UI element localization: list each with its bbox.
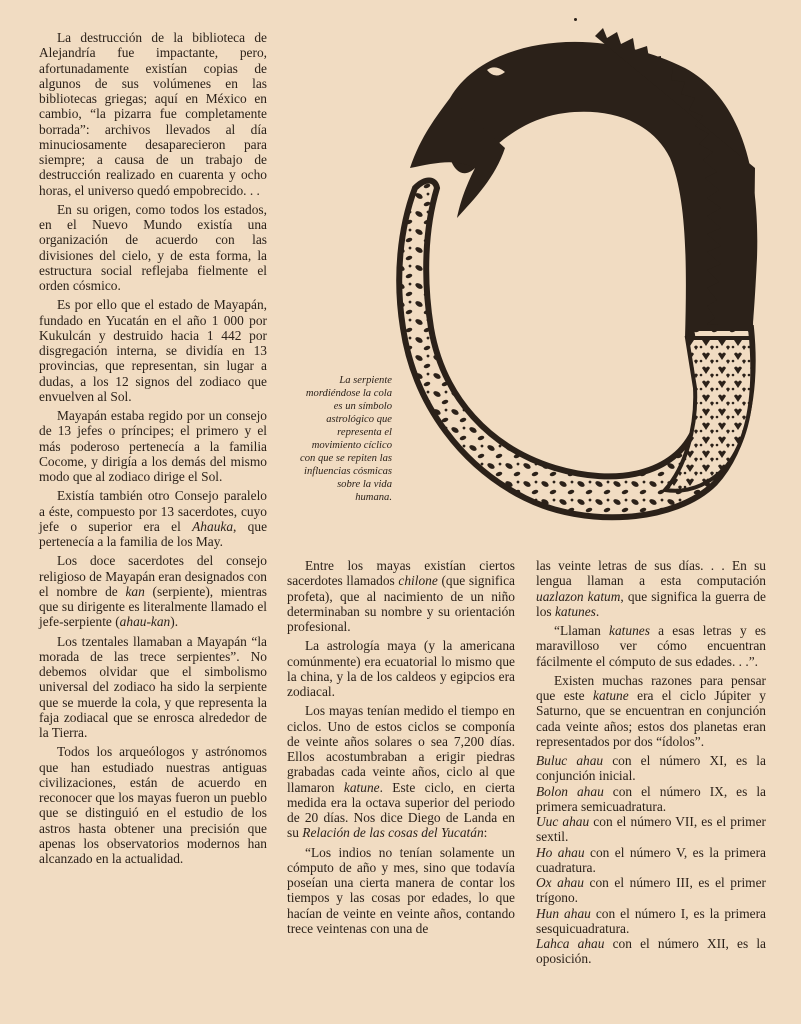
paragraph: La destrucción de la biblioteca de Alejandría fue impactante, pero, afortunadamente existían copias de algunos de sus volúmenes en las bibliotecas griegas; aquí en México en cambio, “la pizarra fue completamente borrada”: archivos llevados al día minuciosamente desaparecieron para siempre; a causa de un trabajo de destrucción realizado en cuarenta y ocho horas, el universo quedó empobrecido. . . — [39, 30, 267, 198]
paragraph: Mayapán estaba regido por un consejo de 13 jefes o príncipes; el primero y el más poderoso pertenecía a la familia Cocome, y dirigía a los demás del mismo modo que al zodiaco dirige el Sol. — [39, 408, 267, 484]
article-column-2 — [287, 558, 515, 940]
list-item: Uuc ahau con el número VII, es el primer sextil. — [536, 814, 766, 845]
list-item: Ho ahau con el número V, es la primera cuadratura. — [536, 844, 766, 875]
paragraph: Todos los arqueólogos y astrónomos que han estudiado nuestras antiguas civilizaciones, están de acuerdo en reconocer que los mayas fueron un pueblo que se distinguió en el estudio de los astros hasta obtener una precisión que apenas los observatorios modernos han alcanzado en la actualidad. — [39, 744, 267, 866]
paragraph: Los tzentales llamaban a Mayapán “la morada de las trece serpientes”. No debemos olvidar que el simbolismo universal del zodiaco ha sido la serpiente que se muerde la cola, y que representa la faja zodiacal que se enrosca alrededor de la Tierra. — [39, 633, 267, 740]
paragraph: Existía también otro Consejo paralelo a éste, compuesto por 13 sacerdotes, cuyo jefe o superior era el Ahauka, que pertenecía a la familia de los May. — [39, 488, 268, 549]
print-speck — [574, 18, 577, 21]
paragraph: “Llaman katunes a esas letras y es maravilloso ver cómo encuentran fácilmente el cómputo de sus edades. . .”. — [536, 623, 766, 669]
article-column-1 — [39, 30, 267, 870]
illustration-caption: La serpiente mordiéndose la cola es un símbolo astrológico que representa el movimiento cíclico con que se repiten las influencias cósmicas sobre la vida humana. — [300, 375, 392, 503]
paragraph: Entre los mayas existían ciertos sacerdotes llamados chilone (que significa profeta), que al nacimiento de un niño determinaban su nombre y su orientación profesional. — [287, 558, 515, 634]
paragraph: En su origen, como todos los estados, en el Nuevo Mundo existía una organización de acuerdo con las divisiones del cielo, y de esta forma, la estructura social reflejaba fielmente el orden cósmico. — [39, 201, 267, 293]
ouroboros-serpent-icon — [395, 28, 775, 533]
paragraph: La astrología maya (y la americana comúnmente) era ecuatorial lo mismo que la china, y la de los caldeos y egipcios era zodiacal. — [287, 638, 515, 699]
paragraph: Los mayas tenían medido el tiempo en ciclos. Uno de estos ciclos se componía de veinte años solares o sea 7,200 días. Ellos acostumbraban a erigir piedras grabadas cada veinte años, ciclo al que llamaron katune. Este ciclo, en cierta medida era la octava superior del periodo de 20 días. Nos dice Diego de Landa en su Relación de las cosas del Yucatán: — [287, 703, 515, 841]
list-item: Hun ahau con el número I, es la primera sesquicuadratura. — [536, 905, 766, 936]
list-item: Ox ahau con el número III, es el primer trígono. — [536, 875, 766, 906]
list-item: Lahca ahau con el número XII, es la oposición. — [536, 936, 766, 967]
paragraph: Los doce sacerdotes del consejo religioso de Mayapán eran designados con el nombre de kan (serpiente), mientras que su dirigente es literalmente llamado el jefe-serpiente (ahau-kan). — [39, 553, 267, 630]
paragraph: Es por ello que el estado de Mayapán, fundado en Yucatán en el año 1 000 por Kukulcán y destruido hacia 1 442 por disgregación interna, se dividía en 13 provincias, que representan, sin lugar a dudas, a los 12 signos del zodiaco que envuelven al Sol. — [39, 297, 267, 404]
paragraph: las veinte letras de sus días. . . En su lengua llaman a esta computación uazlazon katum, que significa la guerra de los katunes. — [536, 558, 766, 619]
paragraph: “Los indios no tenían solamente un cómputo de año y mes, sino que todavía poseían una cierta manera de contar los tiempos y las cosas por edades, lo que hacían de veinte en veinte años, contando trece veintenas con una de — [287, 844, 515, 936]
list-item: Buluc ahau con el número XI, es la conjunción inicial. — [536, 753, 766, 784]
article-column-3 — [536, 558, 766, 967]
paragraph: Existen muchas razones para pensar que este katune era el ciclo Júpiter y Saturno, que se encuentran en conjunción cada veinte años; estos dos planetas eran representados por dos “ídolos”. — [536, 672, 766, 749]
list-item: Bolon ahau con el número IX, es la primera semicuadratura. — [536, 783, 766, 814]
